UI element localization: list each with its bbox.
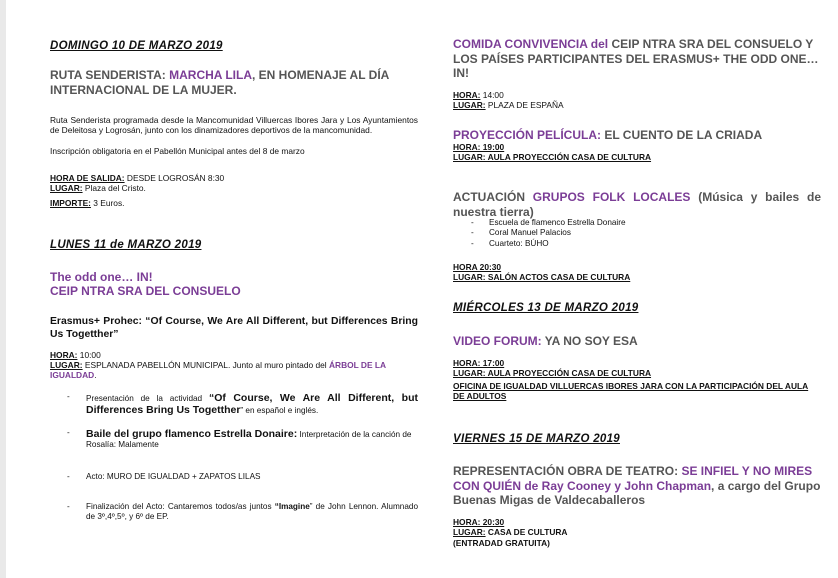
event-description-ruta: Ruta Senderista programada desde la Mancomunidad Villuercas Ibores Jara y Los Ayuntamientos de Deleitosa y Logrosán, junto con los dinamizadores deportivos de la mancomunidad.: [50, 115, 418, 136]
time-line-theatre: HORA: 20:30: [453, 517, 505, 527]
day-heading-wednesday: MIÉRCOLES 13 DE MARZO 2019: [453, 302, 639, 314]
event-title-folk: ACTUACIÓN GRUPOS FOLK LOCALES (Música y bailes de nuestra tierra): [453, 190, 821, 219]
day-heading-friday: VIERNES 15 DE MARZO 2019: [453, 433, 620, 445]
time-line-video-forum: HORA: 17:00: [453, 358, 505, 368]
place-line-folk: LUGAR: SALÓN ACTOS CASA DE CULTURA: [453, 272, 631, 282]
event-title-film: PROYECCIÓN PELÍCULA: EL CUENTO DE LA CRIADA: [453, 128, 763, 142]
event-title-theatre: REPRESENTACIÓN OBRA DE TEATRO: SE INFIEL Y NO MIRES CON QUIÉN de Ray Cooney y John Chapman, a cargo del Grupo Buenas Migas de Valdecaballeros: [453, 464, 821, 507]
list-item: - Acto: MURO DE IGUALDAD + ZAPATOS LILAS: [50, 472, 418, 482]
list-item: - Cuarteto: BÚHO: [453, 239, 821, 249]
list-item: - Finalización del Acto: Cantaremos todos/as juntos “Imagine” de John Lennon. Alumnado de 3º,4º,5º, y 6º de EP.: [50, 502, 418, 522]
erasmus-project: Erasmus+ Prohec: “Of Course, We Are All Different, but Differences Bring Us Togetther”: [50, 316, 418, 340]
price-line: IMPORTE: 3 Euros.: [50, 198, 125, 208]
day-heading-monday: LUNES 11 de MARZO 2019: [50, 239, 202, 251]
event-title-lunch: COMIDA CONVIVENCIA del CEIP NTRA SRA DEL CONSUELO Y LOS PAÍSES PARTICIPANTES DEL ERASMUS+ THE ODD ONE… IN!: [453, 37, 819, 80]
folk-groups-list: [453, 218, 821, 249]
organizer-line: OFICINA DE IGUALDAD VILLUERCAS IBORES JARA CON LA PARTICIPACIÓN DEL AULA DE ADULTOS: [453, 381, 809, 402]
event-note-ruta: Inscripción obligatoria en el Pabellón Municipal antes del 8 de marzo: [50, 146, 305, 156]
school-name: CEIP NTRA SRA DEL CONSUELO: [50, 284, 241, 298]
list-item: - Presentación de la actividad “Of Course, We Are All Different, but Differences Bring Us Togetther” en español e inglés.: [50, 392, 418, 416]
place-line-ruta: LUGAR: Plaza del Cristo.: [50, 183, 146, 193]
page-left-edge: [0, 0, 6, 578]
list-item: - Coral Manuel Palacios: [453, 228, 821, 238]
place-line-monday: LUGAR: ESPLANADA PABELLÓN MUNICIPAL. Junto al muro pintado del ÁRBOL DE LA IGUALDAD.: [50, 360, 386, 381]
list-item: - Escuela de flamenco Estrella Donaire: [453, 218, 821, 228]
free-entry-line: (ENTRADAD GRATUITA): [453, 538, 550, 548]
odd-one-in-title: The odd one… IN!: [50, 270, 153, 284]
event-title-video-forum: VIDEO FORUM: YA NO SOY ESA: [453, 334, 638, 348]
time-line-film: HORA: 19:00: [453, 142, 505, 152]
event-title-ruta: RUTA SENDERISTA: MARCHA LILA, EN HOMENAJE AL DÍA INTERNACIONAL DE LA MUJER.: [50, 68, 389, 97]
time-line-monday: HORA: 10:00: [50, 350, 101, 360]
day-heading-sunday: DOMINGO 10 DE MARZO 2019: [50, 40, 223, 52]
list-item: - Baile del grupo flamenco Estrella Donaire: Interpretación de la canción de Rosalía: Malamente: [50, 428, 418, 450]
place-line-film: LUGAR: AULA PROYECCIÓN CASA DE CULTURA: [453, 152, 652, 162]
time-line-lunch: HORA: 14:00: [453, 90, 504, 100]
activity-list: [50, 392, 418, 522]
place-line-video-forum: LUGAR: AULA PROYECCIÓN CASA DE CULTURA: [453, 368, 652, 378]
place-line-lunch: LUGAR: PLAZA DE ESPAÑA: [453, 100, 564, 110]
departure-line: HORA DE SALIDA: DESDE LOGROSÁN 8:30: [50, 173, 225, 183]
place-line-theatre: LUGAR: CASA DE CULTURA: [453, 527, 568, 537]
time-line-folk: HORA 20:30: [453, 262, 502, 272]
